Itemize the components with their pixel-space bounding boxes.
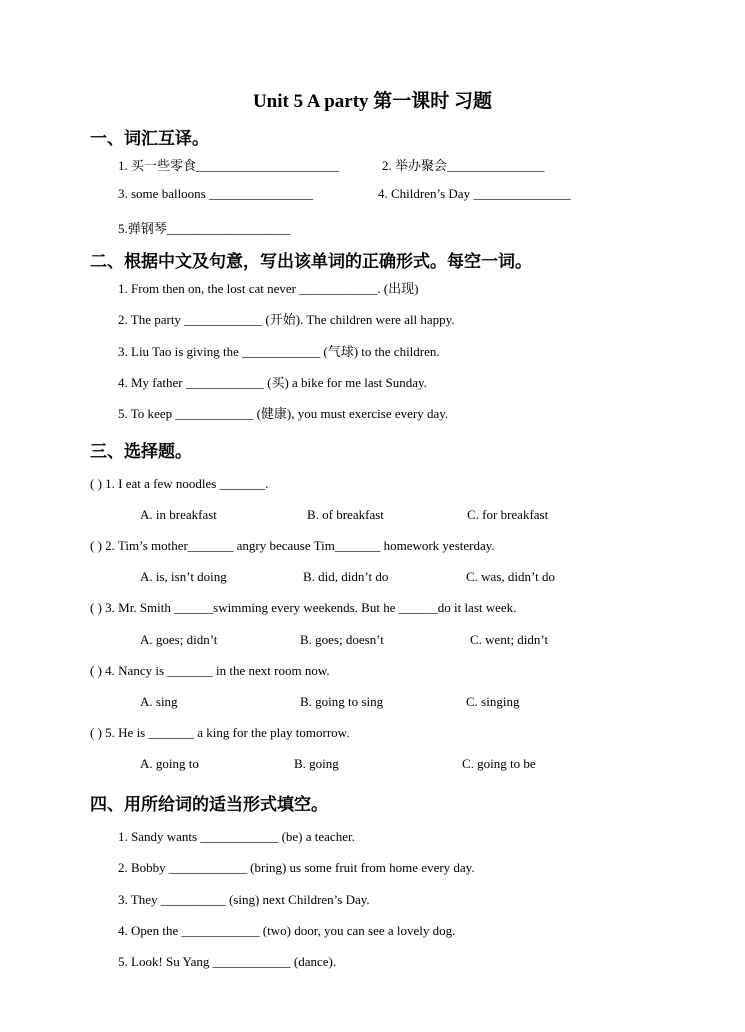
s3-q4-option-b: B. going to sing (300, 694, 384, 709)
s4-item-2: 2. Bobby ____________ (bring) us some fruit from home every day. (118, 860, 475, 875)
s3-q5-option-a: A. going to (140, 756, 199, 771)
s3-q3-option-c: C. went; didn’t (470, 632, 549, 647)
section-2-heading: 二、根据中文及句意，写出该单词的正确形式。每空一词。 (90, 252, 532, 271)
page-title: Unit 5 A party 第一课时 习题 (252, 91, 493, 112)
s4-item-3: 3. They __________ (sing) next Children’s Day. (118, 892, 370, 907)
s1-item-5: 5.弹钢琴___________________ (118, 221, 291, 236)
s1-item-3: 3. some balloons ________________ (118, 186, 313, 201)
s3-q1-option-b: B. of breakfast (307, 507, 384, 522)
s1-item-1: 1. 买一些零食______________________ (118, 158, 340, 173)
s3-q3-option-a: A. goes; didn’t (140, 632, 218, 647)
section-4-heading: 四、用所给词的适当形式填空。 (90, 795, 328, 814)
section-1-heading: 一、词汇互译。 (90, 129, 209, 148)
s3-q2-option-a: A. is, isn’t doing (140, 569, 227, 584)
s3-question-5: ( ) 5. He is _______ a king for the play tomorrow. (90, 725, 350, 740)
section-3-heading: 三、选择题。 (90, 442, 192, 461)
s3-question-4: ( ) 4. Nancy is _______ in the next room now. (90, 663, 330, 678)
s3-q3-option-b: B. goes; doesn’t (300, 632, 384, 647)
s2-item-5: 5. To keep ____________ (健康), you must exercise every day. (118, 406, 449, 421)
s3-q1-option-a: A. in breakfast (140, 507, 217, 522)
s2-item-2: 2. The party ____________ (开始). The children were all happy. (118, 312, 455, 327)
s4-item-4: 4. Open the ____________ (two) door, you can see a lovely dog. (118, 923, 456, 938)
s3-q1-option-c: C. for breakfast (467, 507, 549, 522)
s3-question-1: ( ) 1. I eat a few noodles _______. (90, 476, 269, 491)
s3-question-3: ( ) 3. Mr. Smith ______swimming every weekends. But he ______do it last week. (90, 600, 517, 615)
s1-item-4: 4. Children’s Day _______________ (378, 186, 571, 201)
s3-q4-option-c: C. singing (466, 694, 520, 709)
s1-item-2: 2. 举办聚会_______________ (382, 158, 545, 173)
s2-item-1: 1. From then on, the lost cat never ____________. (出现) (118, 281, 419, 296)
s3-question-2: ( ) 2. Tim’s mother_______ angry because Tim_______ homework yesterday. (90, 538, 495, 553)
s4-item-5: 5. Look! Su Yang ____________ (dance). (118, 954, 337, 969)
s3-q4-option-a: A. sing (140, 694, 178, 709)
s2-item-4: 4. My father ____________ (买) a bike for me last Sunday. (118, 375, 427, 390)
s2-item-3: 3. Liu Tao is giving the ____________ (气球) to the children. (118, 344, 440, 359)
s4-item-1: 1. Sandy wants ____________ (be) a teacher. (118, 829, 355, 844)
s3-q2-option-c: C. was, didn’t do (466, 569, 555, 584)
s3-q5-option-b: B. going (294, 756, 339, 771)
s3-q5-option-c: C. going to be (462, 756, 536, 771)
s3-q2-option-b: B. did, didn’t do (303, 569, 389, 584)
